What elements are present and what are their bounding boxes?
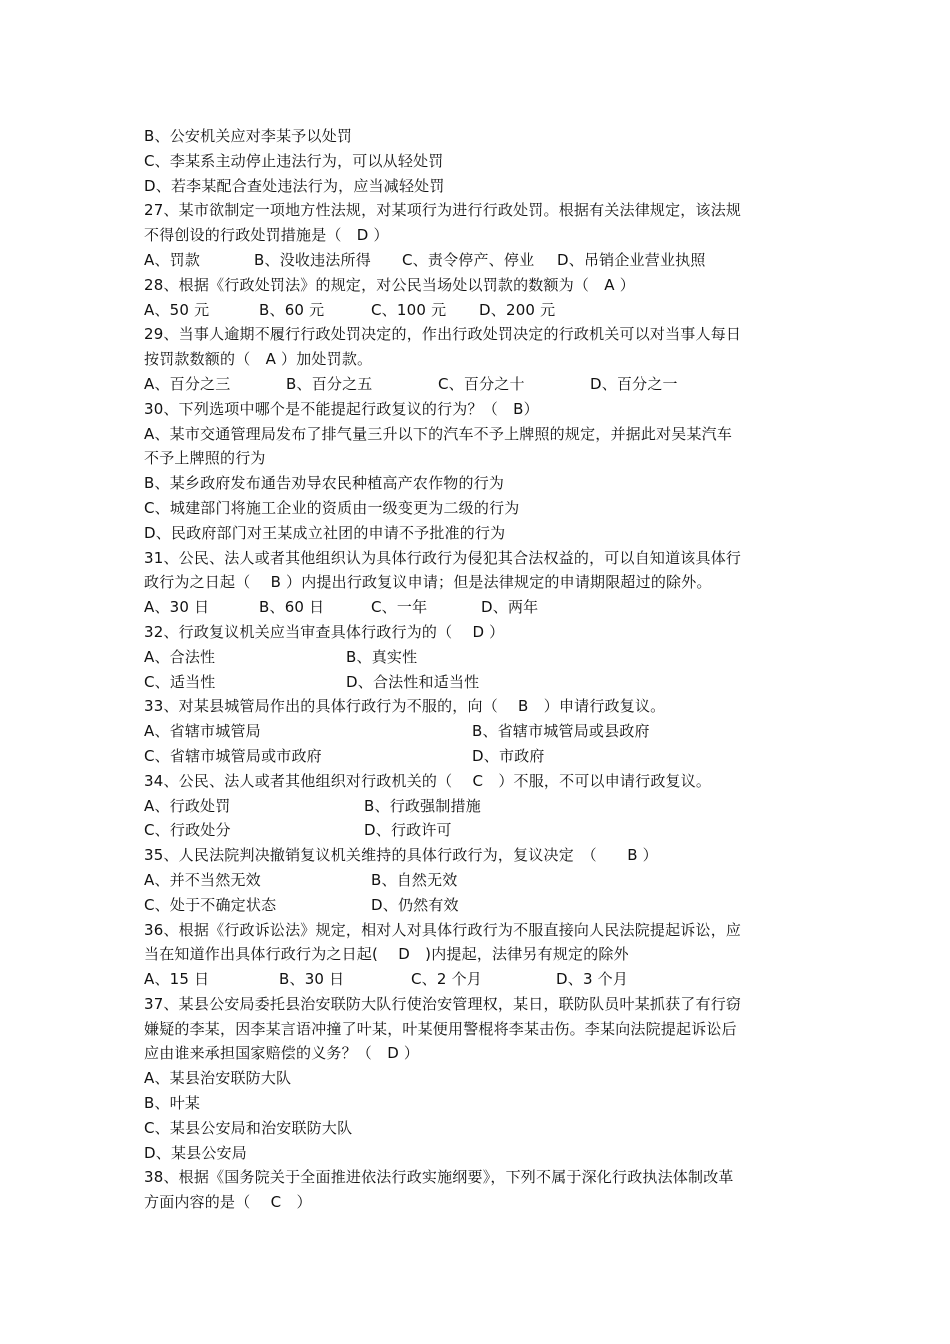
text-line: 应由谁来承担国家赔偿的义务？（ D ） [144,1044,420,1063]
text-line: 政行为之日起（ B ）内提出行政复议申请；但是法律规定的申请期限超过的除外。 [144,573,712,592]
text-line: 34、公民、法人或者其他组织对行政机关的（ C ）不服，不可以申请行政复议。 [144,771,712,790]
text-line: 36、根据《行政诉讼法》规定，相对人对具体行政行为不服直接向人民法院提起诉讼，应 [144,920,742,939]
answer-option: C、适当性 [144,672,216,691]
text-line: 方面内容的是（ C ） [144,1193,312,1212]
text-line: 按罚款数额的（ A ）加处罚款。 [144,350,373,369]
text-line: C、城建部门将施工企业的资质由一级变更为二级的行为 [144,498,520,517]
text-line: 不予上牌照的行为 [144,449,266,468]
answer-option: C、100 元 [371,300,447,319]
answer-option: A、合法性 [144,647,216,666]
answer-options-row [144,645,812,670]
answer-option: D、200 元 [479,300,556,319]
text-line: 29、当事人逾期不履行行政处罚决定的，作出行政处罚决定的行政机关可以对当事人每日 [144,325,742,344]
text-line: D、某县公安局 [144,1143,247,1162]
answer-option: B、60 日 [259,598,325,617]
text-line: 31、公民、法人或者其他组织认为具体行政行为侵犯其合法权益的，可以自知道该具体行 [144,548,742,567]
answer-options-row [144,670,812,695]
text-line: 30、下列选项中哪个是不能提起行政复议的行为？（ B） [144,399,539,418]
answer-options-row [144,967,812,992]
answer-option: A、行政处罚 [144,796,231,815]
answer-option: A、罚款 [144,250,201,269]
answer-option: B、行政强制措施 [364,796,481,815]
answer-option: A、15 日 [144,970,210,989]
answer-options-row [144,794,812,819]
answer-option: D、3 个月 [556,970,629,989]
text-line: D、民政府部门对王某成立社团的申请不予批准的行为 [144,523,506,542]
answer-options-row [144,893,812,918]
answer-option: D、两年 [481,598,539,617]
text-line: 38、根据《国务院关于全面推进依法行政实施纲要》，下列不属于深化行政执法体制改革 [144,1168,734,1187]
text-line: C、某县公安局和治安联防大队 [144,1118,353,1137]
text-line: B、叶某 [144,1094,201,1113]
text-line: A、某县治安联防大队 [144,1069,292,1088]
answer-option: D、行政许可 [364,821,452,840]
answer-option: A、并不当然无效 [144,870,261,889]
text-line: 嫌疑的李某，因李某言语冲撞了叶某，叶某便用警棍将李某击伤。李某向法院提起诉讼后 [144,1019,737,1038]
answer-options-row [144,818,812,843]
answer-option: A、50 元 [144,300,210,319]
answer-options-row [144,868,812,893]
answer-option: A、百分之三 [144,374,231,393]
text-line: 不得创设的行政处罚措施是（ D ） [144,226,389,245]
answer-options-row [144,595,812,620]
text-line: C、李某系主动停止违法行为，可以从轻处罚 [144,151,444,170]
answer-options-row [144,372,812,397]
answer-option: C、处于不确定状态 [144,895,277,914]
answer-options-row [144,719,812,744]
text-line: 32、行政复议机关应当审查具体行政行为的（ D ） [144,622,505,641]
answer-option: B、自然无效 [371,870,458,889]
text-line: 35、人民法院判决撤销复议机关维持的具体行政行为，复议决定 （ B ） [144,846,658,865]
text-line: D、若李某配合查处违法行为，应当减轻处罚 [144,176,445,195]
answer-option: B、60 元 [259,300,325,319]
answer-option: B、30 日 [279,970,345,989]
text-line: B、公安机关应对李某予以处罚 [144,127,353,145]
answer-option: C、责令停产、停业 [402,250,535,269]
text-line: 33、对某县城管局作出的具体行政行为不服的，向（ B ）申请行政复议。 [144,697,666,716]
answer-option: B、百分之五 [286,374,373,393]
answer-option: C、省辖市城管局或市政府 [144,746,322,765]
answer-option: C、百分之十 [438,374,525,393]
answer-option: B、没收违法所得 [254,250,371,269]
text-line: 27、某市欲制定一项地方性法规，对某项行为进行行政处罚。根据有关法律规定，该法规 [144,201,742,220]
answer-options-row [144,248,812,273]
answer-option: C、一年 [371,598,428,617]
text-line: 28、根据《行政处罚法》的规定，对公民当场处以罚款的数额为（ A ） [144,275,635,294]
answer-option: B、省辖市城管局或县政府 [472,722,650,741]
answer-option: C、行政处分 [144,821,231,840]
text-line: 当在知道作出具体行政行为之日起( D )内提起，法律另有规定的除外 [144,945,629,964]
answer-option: D、市政府 [472,746,545,765]
answer-option: A、30 日 [144,598,210,617]
answer-option: D、吊销企业营业执照 [557,250,706,269]
text-line: B、某乡政府发布通告劝导农民种植高产农作物的行为 [144,474,505,493]
answer-options-row [144,298,812,323]
answer-option: C、2 个月 [411,970,482,989]
answer-option: D、百分之一 [590,374,678,393]
answer-option: D、仍然有效 [371,895,459,914]
text-line: 37、某县公安局委托县治安联防大队行使治安管理权，某日，联防队员叶某抓获了有行窃 [144,994,742,1013]
answer-options-row [144,744,812,769]
answer-option: B、真实性 [346,647,418,666]
answer-option: A、省辖市城管局 [144,722,261,741]
answer-option: D、合法性和适当性 [346,672,480,691]
text-line: A、某市交通管理局发布了排气量三升以下的汽车不予上牌照的规定，并据此对吴某汽车 [144,424,733,443]
document-text [144,124,812,1215]
